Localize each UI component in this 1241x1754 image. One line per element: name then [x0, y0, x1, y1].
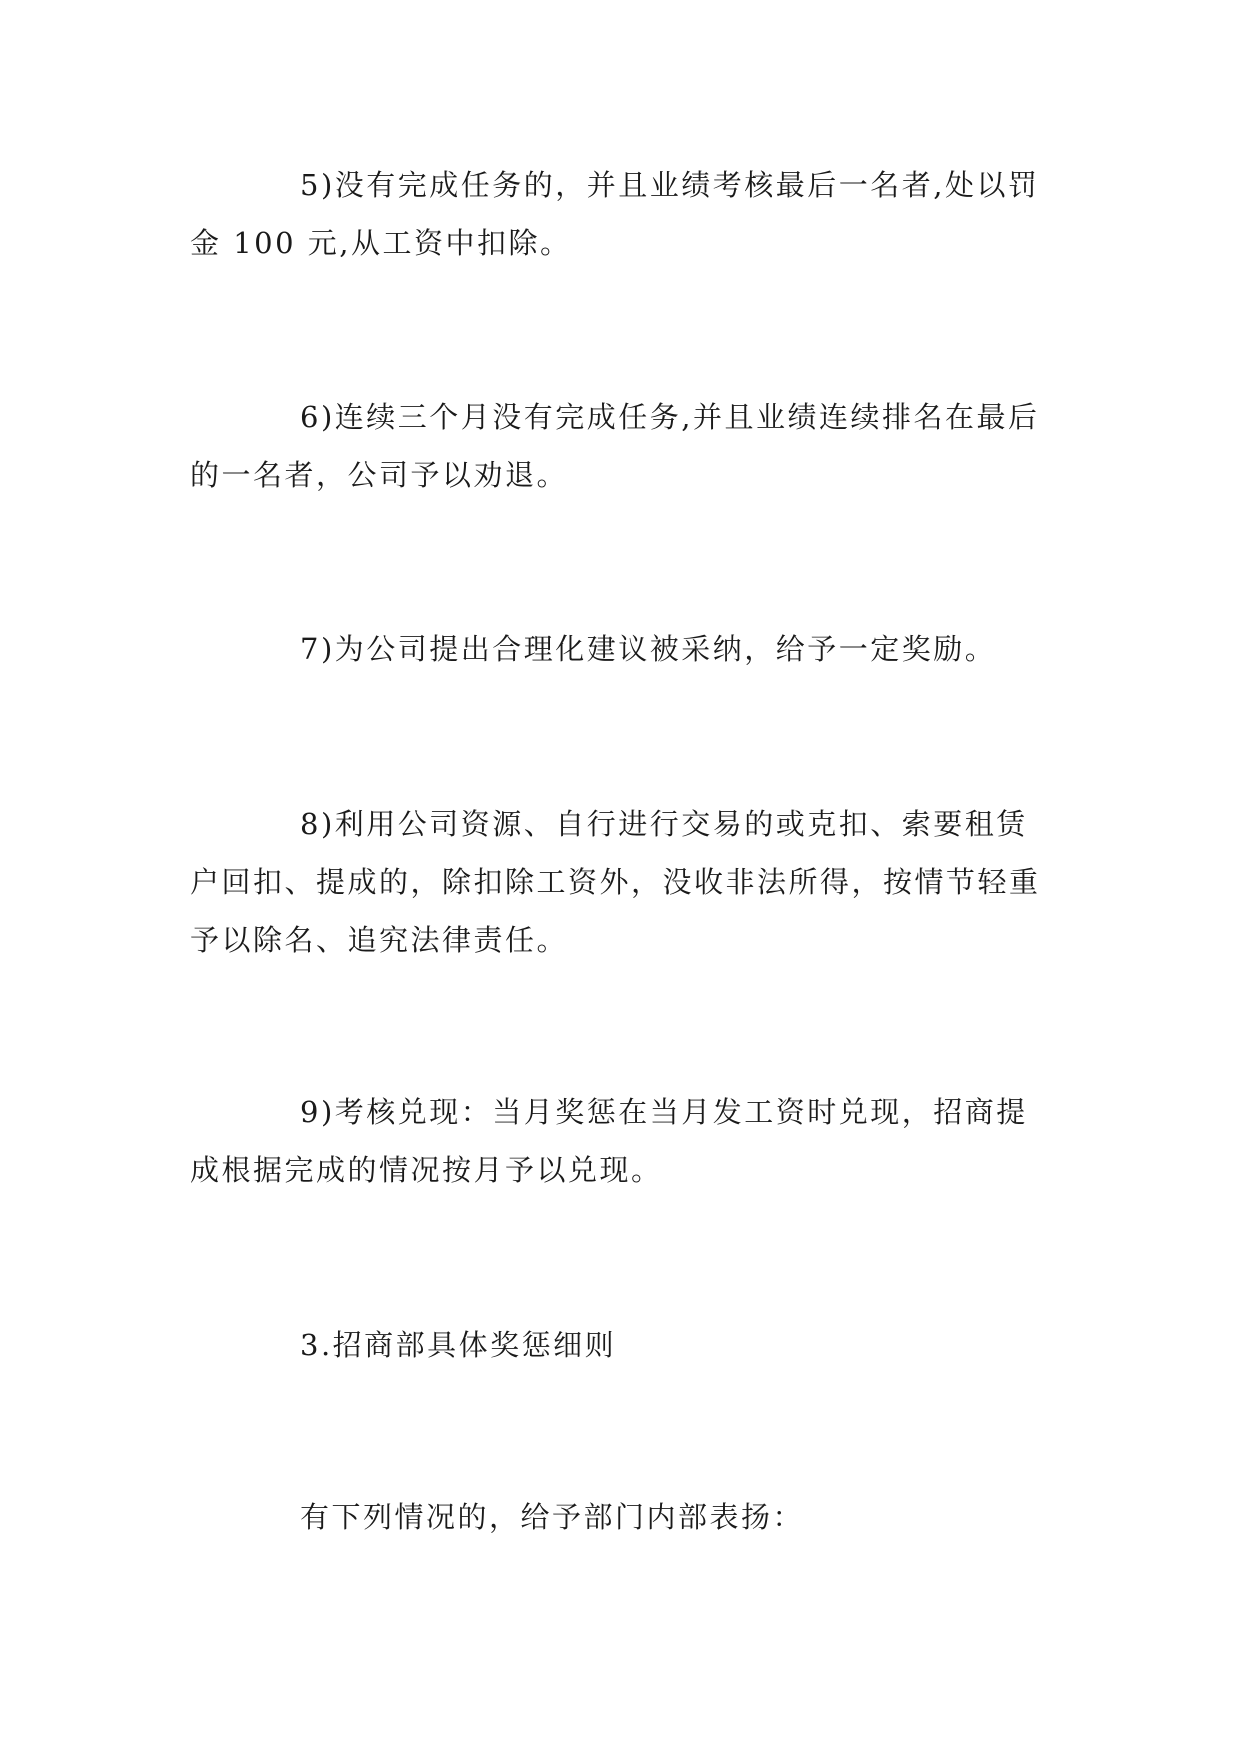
paragraph-intro: 有下列情况的，给予部门内部表扬： [300, 1500, 805, 1534]
paragraph-item-9: 9)考核兑现：当月奖惩在当月发工资时兑现，招商提成根据完成的情况按月予以兑现。 [190, 1095, 1028, 1187]
paragraph-item-7: 7)为公司提出合理化建议被采纳，给予一定奖励。 [300, 632, 997, 666]
paragraph-item-8: 8)利用公司资源、自行进行交易的或克扣、索要租赁户回扣、提成的，除扣除工资外，没收非法所得，按情节轻重予以除名、追究法律责任。 [190, 807, 1041, 957]
paragraph-item-6: 6)连续三个月没有完成任务,并且业绩连续排名在最后的一名者，公司予以劝退。 [190, 400, 1040, 492]
section-heading: 3.招商部具体奖惩细则 [300, 1328, 617, 1362]
paragraph-item-5: 5)没有完成任务的，并且业绩考核最后一名者,处以罚金 100 元,从工资中扣除。 [190, 168, 1040, 260]
